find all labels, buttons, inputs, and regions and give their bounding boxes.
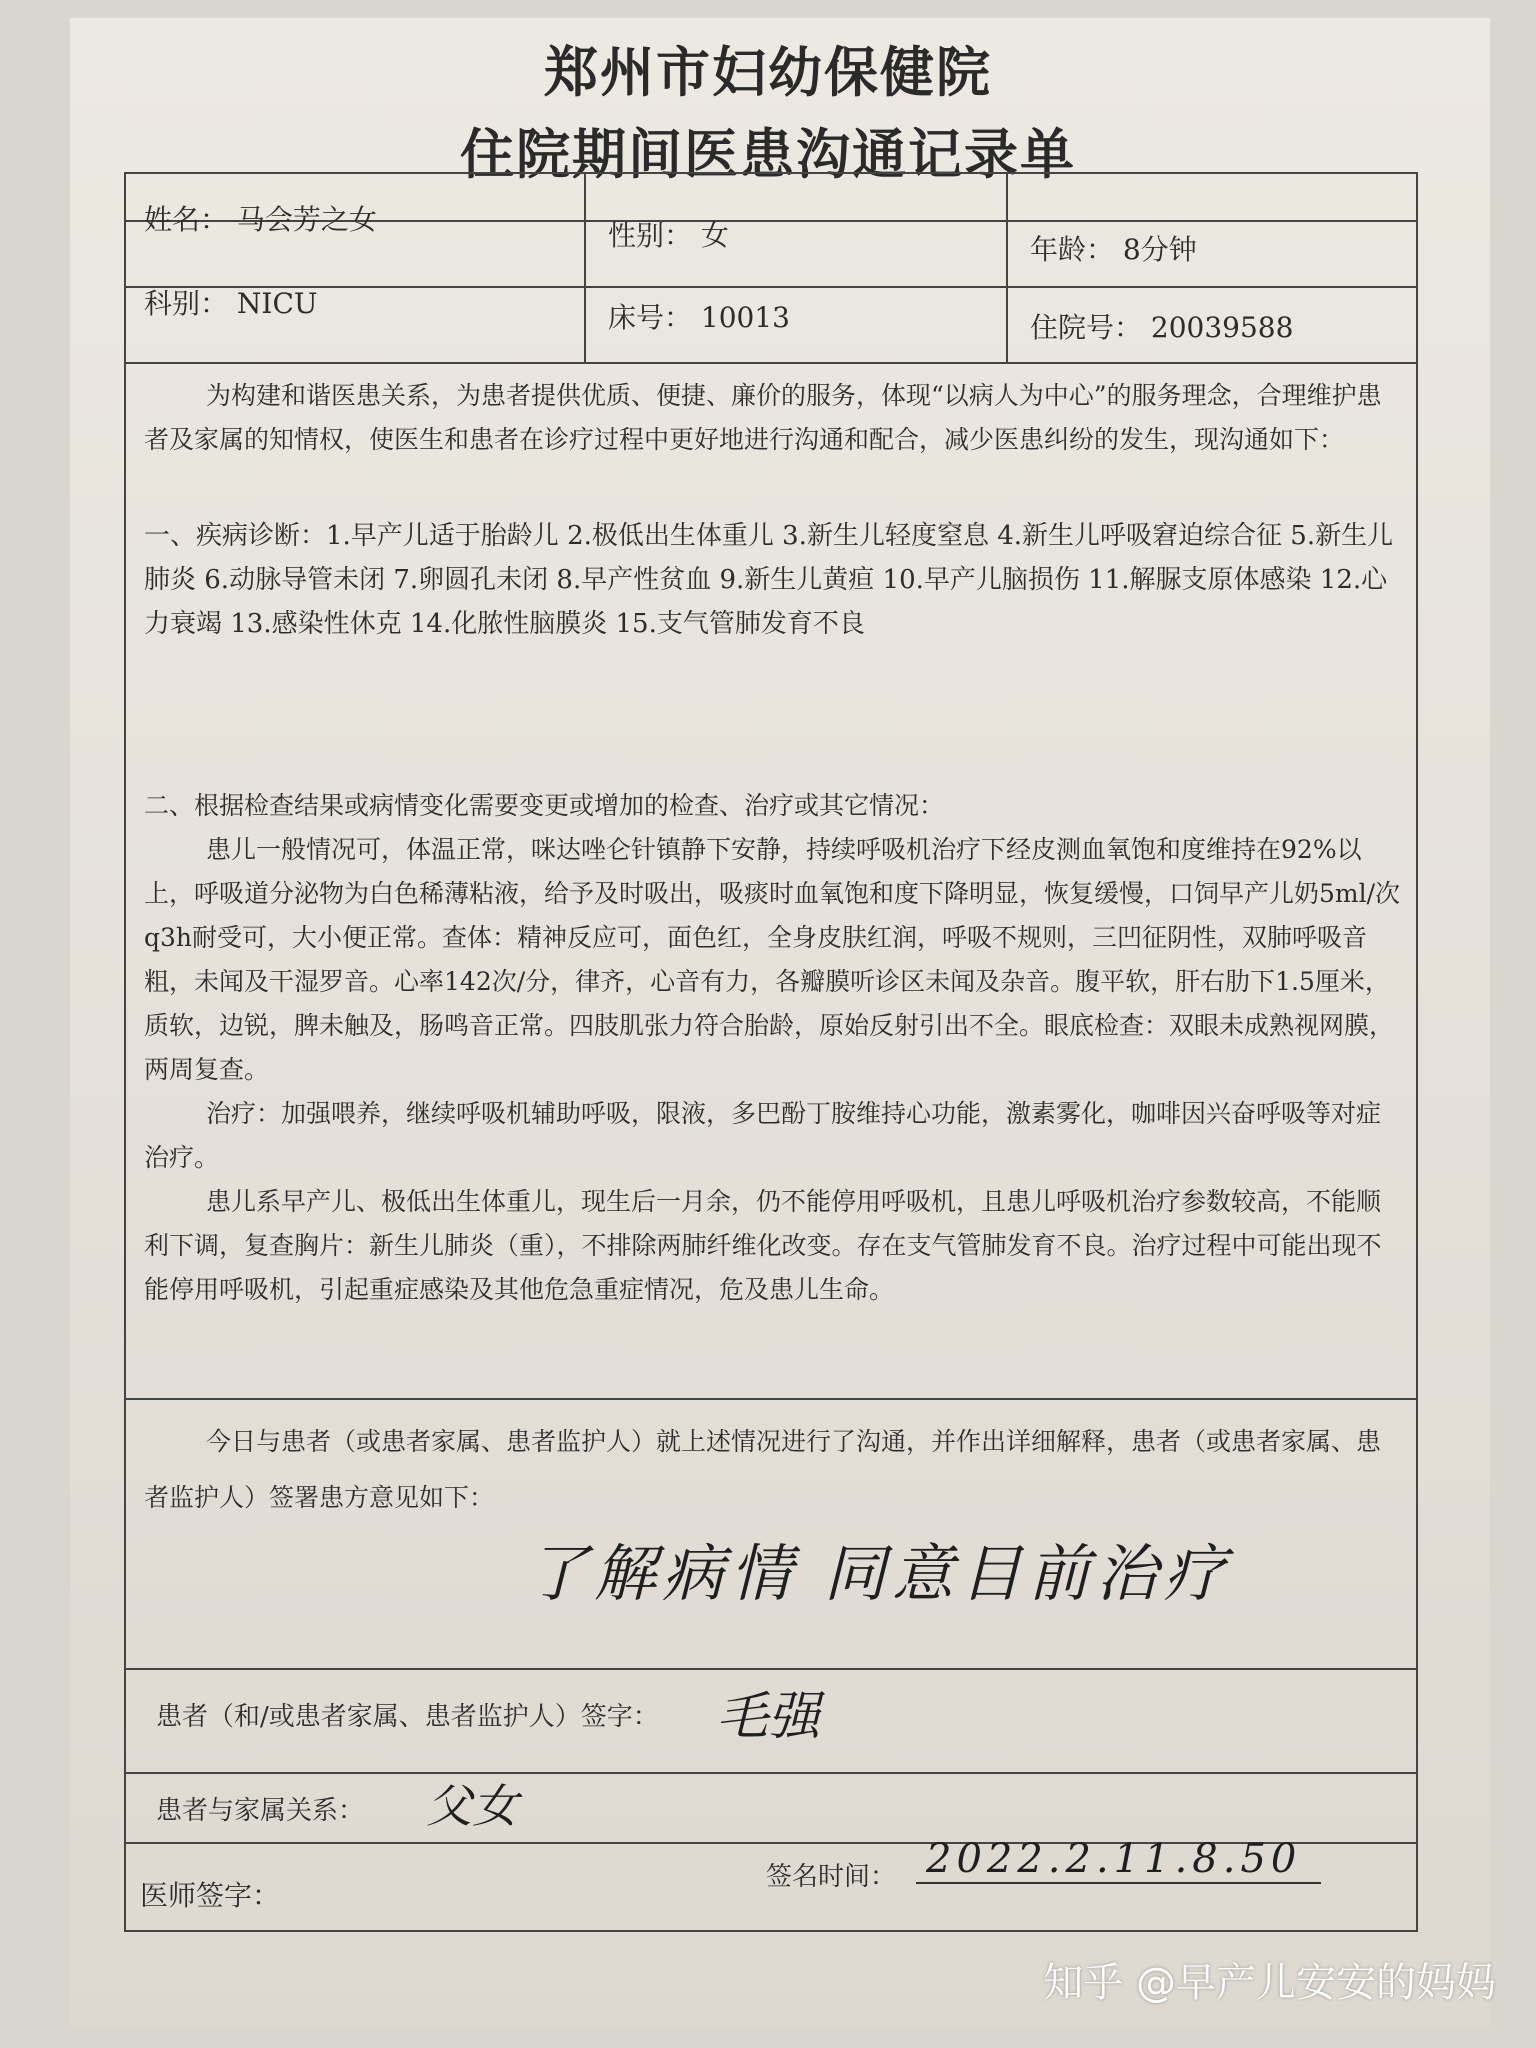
bed-number: 床号： 10013 [608, 301, 790, 334]
exam-paragraph: 患儿一般情况可，体温正常，咪达唑仑针镇静下安静，持续呼吸机治疗下经皮测血氧饱和度维持在92%以上，呼吸道分泌物为白色稀薄粘液，给予及时吸出，吸痰时血氧饱和度下降明显，恢复缓慢，口饲早产儿奶5ml/次 q3h耐受可，大小便正常。查体：精神反应可，面色红，全身皮肤红润，呼吸不规则，三凹征阴性，双肺呼吸音粗，未闻及干湿罗音。心率142次/分，律齐，心音有力，各瓣膜听诊区未闻及杂音。腹平软，肝右肋下1.5厘米，质软，边锐，脾未触及，肠鸣音正常。四肢肌张力符合胎龄，原始反射引出不全。眼底检查：双眼未成熟视网膜，两周复查。 [144, 835, 1401, 1084]
relation-handwritten: 父女 [426, 1779, 518, 1833]
sign-time-label: 签名时间： [766, 1862, 897, 1892]
section2-block [144, 784, 1404, 1312]
intro-paragraph: 为构建和谐医患关系，为患者提供优质、便捷、廉价的服务，体现“以病人为中心”的服务理念，合理维护患者及家属的知情权，使医生和患者在诊疗过程中更好地进行沟通和配合，减少医患纠纷的发生，现沟通如下： [144, 381, 1382, 454]
record-form [124, 172, 1418, 1932]
patient-gender: 性别： 女 [608, 219, 729, 252]
risk-paragraph: 患儿系早产儿、极低出生体重儿，现生后一月余，仍不能停用呼吸机，且患儿呼吸机治疗参数较高，不能顺利下调，复查胸片：新生儿肺炎（重），不排除两肺纤维化改变。存在支气管肺发育不良。治疗过程中可能出现不能停用呼吸机，引起重症感染及其他危急重症情况，危及患儿生命。 [144, 1187, 1382, 1304]
section-divider [126, 1668, 1416, 1670]
treatment-paragraph: 治疗：加强喂养，继续呼吸机辅助呼吸，限液，多巴酚丁胺维持心功能，激素雾化，咖啡因兴奋呼吸等对症治疗。 [144, 1099, 1382, 1172]
doctor-signature-label: 医师签字： [140, 1879, 281, 1912]
patient-age: 年龄： 8分钟 [1030, 233, 1197, 266]
section2-heading: 二、根据检查结果或病情变化需要变更或增加的检查、治疗或其它情况： [144, 791, 945, 820]
consent-statement: 今日与患者（或患者家属、患者监护人）就上述情况进行了沟通，并作出详细解释，患者（或患者家属、患者监护人）签署患方意见如下： [144, 1427, 1382, 1512]
sign-time-handwritten: 2022.2.11.8.50 [916, 1836, 1321, 1884]
site-watermark: 知乎 @早产儿安安的妈妈 [1043, 1960, 1496, 2006]
form-title: 住院期间医患沟通记录单 [460, 122, 1076, 186]
relation-label: 患者与家属关系： [156, 1796, 365, 1826]
department: 科别： NICU [144, 287, 318, 320]
patient-opinion-handwritten: 了解病情 同意目前治疗 [526, 1537, 1232, 1610]
section-divider [126, 1398, 1416, 1400]
column-divider [584, 174, 586, 362]
patient-name: 姓名： 马会芳之女 [144, 203, 377, 236]
hospital-name: 郑州市妇幼保健院 [544, 40, 992, 104]
diagnosis-list: 一、疾病诊断：1.早产儿适于胎龄儿 2.极低出生体重儿 3.新生儿轻度窒息 4.新生儿呼吸窘迫综合征 5.新生儿肺炎 6.动脉导管未闭 7.卵圆孔未闭 8.早产性贫血 9.新生儿黄疸 10.早产儿脑损伤 11.解脲支原体感染 12.心力衰竭 13.感染性休克 14.化脓性脑膜炎 15.支气管肺发育不良 [144, 521, 1394, 639]
column-divider [1006, 174, 1008, 362]
signature-label: 患者（和/或患者家属、患者监护人）签字： [156, 1702, 659, 1732]
row-divider [126, 286, 1416, 288]
admission-number: 住院号： 20039588 [1030, 311, 1294, 344]
row-divider [126, 362, 1416, 364]
section-divider [126, 1772, 1416, 1774]
family-signature-handwritten: 毛强 [716, 1687, 821, 1747]
